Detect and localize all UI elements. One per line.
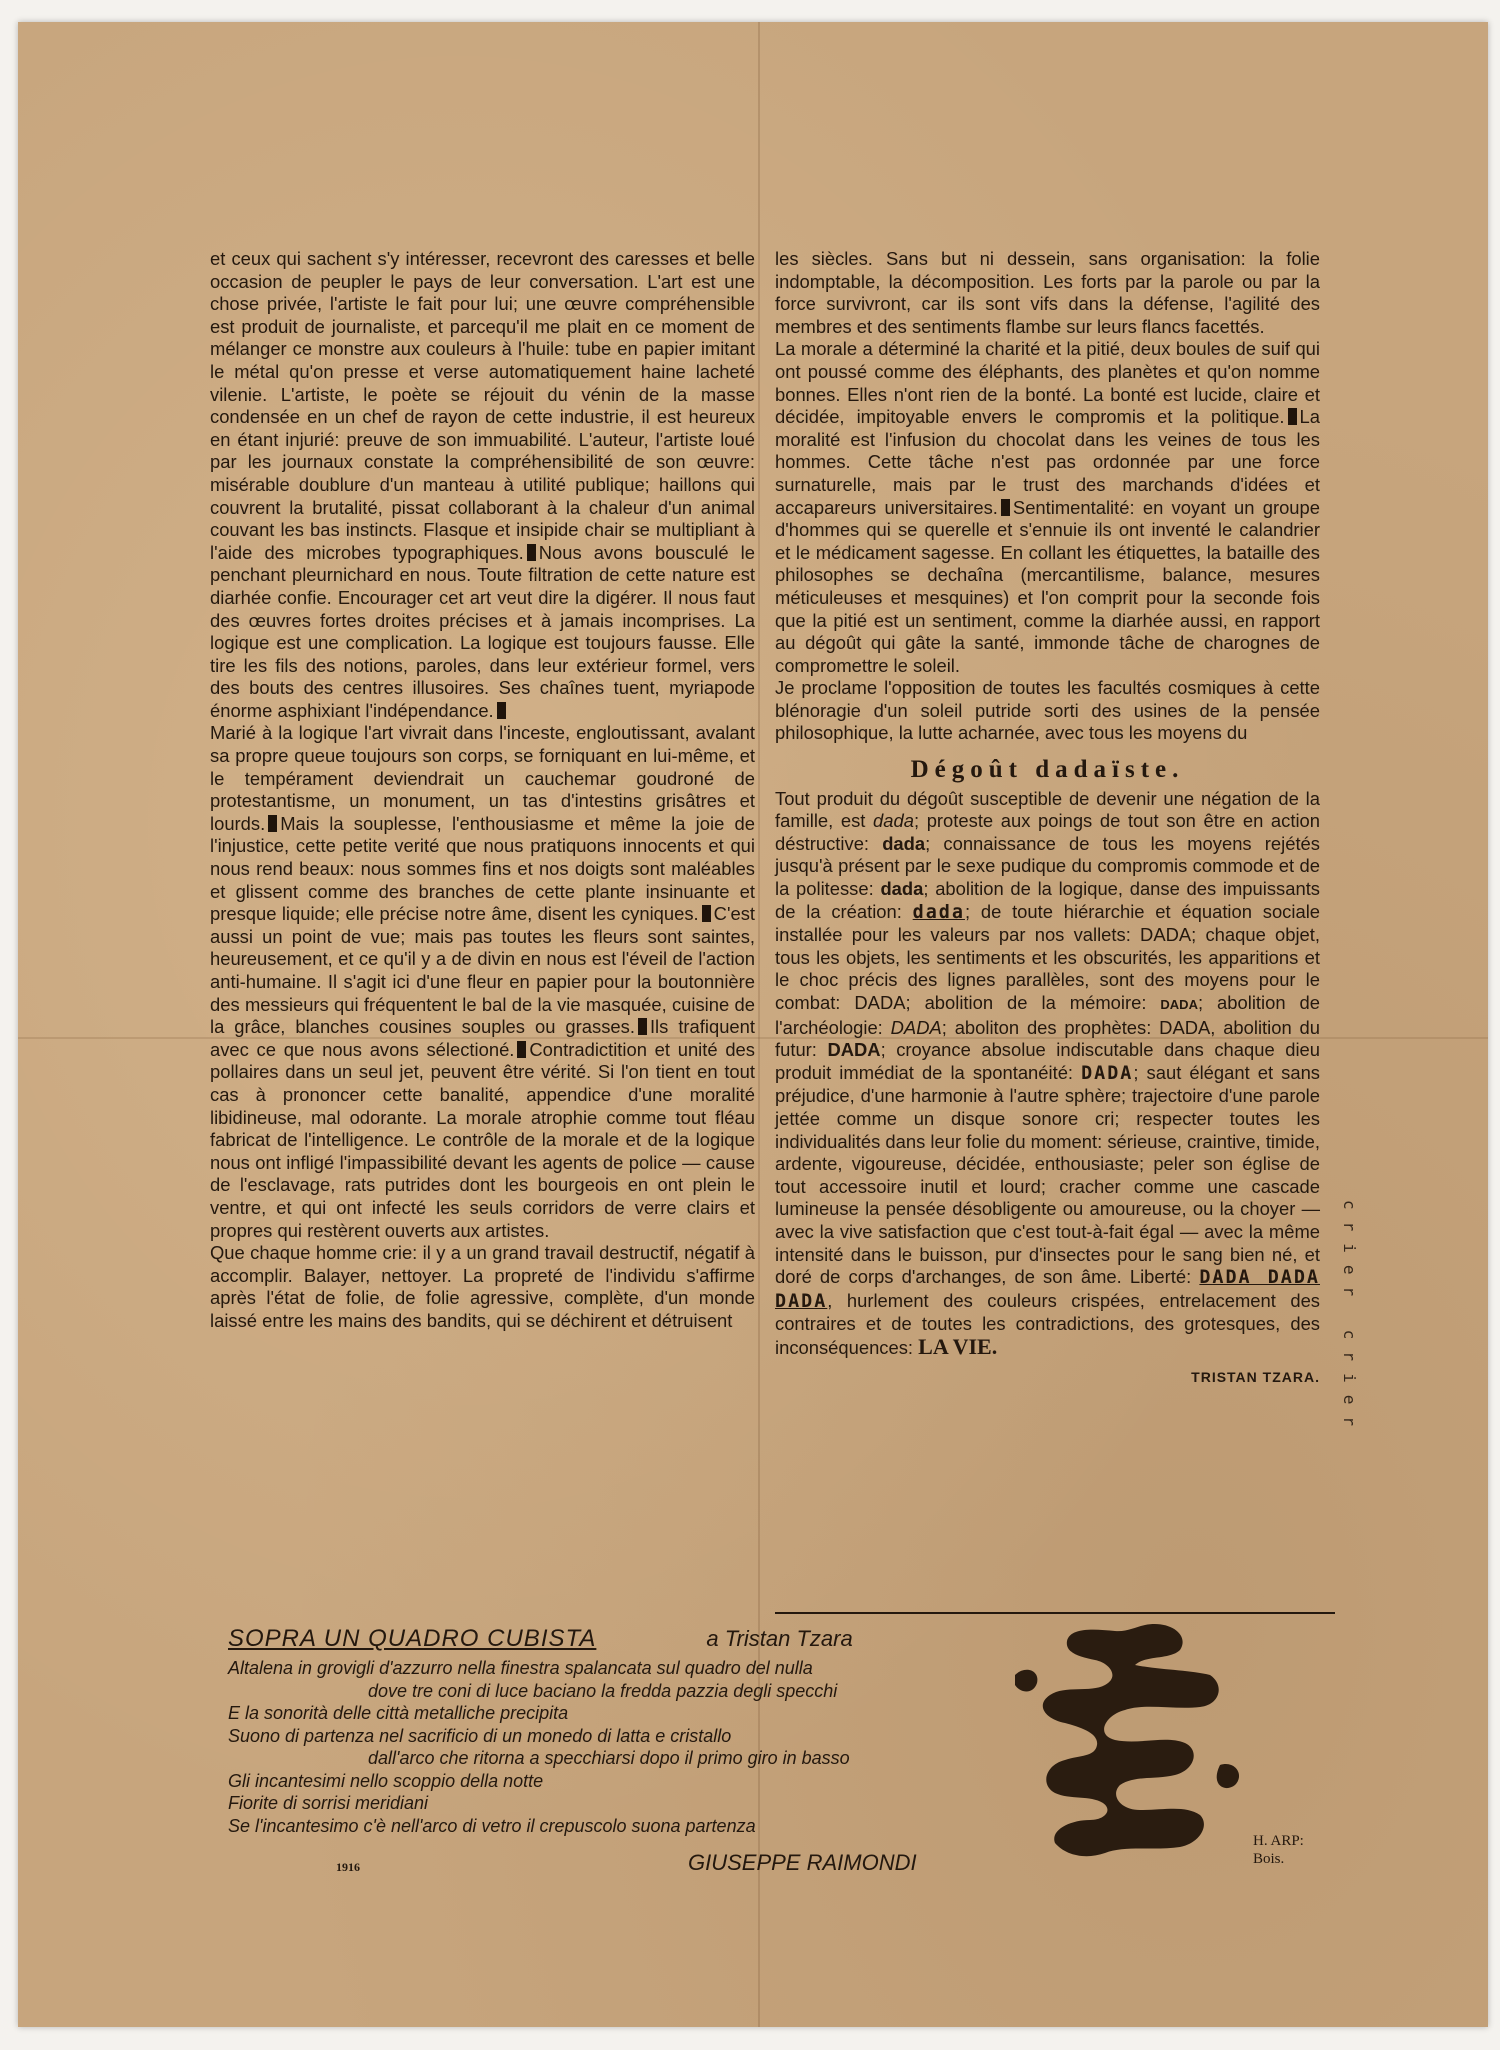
poem-line: E la sonorità delle città metalliche precipita — [228, 1703, 569, 1723]
paragraph: et ceux qui sachent s'y intéresser, recevront des caresses et belle occasion de peupler le pays de leur conversation. L'art est une chose privée, l'artiste le fait pour lui; une œuvre compréhensible est produit de journaliste, et parcequ'il me plait en ce moment de mélanger ce monstre aux couleurs à l'huile: tube en papier imitant le métal qu'on presse et verse automatiquement haine lacheté vilenie. L'artiste, le poète se réjouit du vénin de la masse condensée en un chef de rayon de cette industrie, il est heureux en étant injurié: preuve de son immuabilité. L'auteur, l'artiste loué par les journaux constate la compréhensibilité de son œuvre: misérable doublure d'un manteau à utilité publique; haillons qui couvrent la brutalité, pissat collaborant à la chaleur d'un animal couvant les bas instincts. Flasque et insipide chair se multipliant à l'aide des microbes typographiques. Nous avons bousculé le penchant pleurnichard en nous. Toute filtration de cette nature est diarhée confie. Encourager cet art veut dire la digérer. Il nous faut des œuvres fortes droites précises et à jamais incomprises. La logique est une complication. La logique est toujours fausse. Elle tire les fils des notions, paroles, dans leur extérieur formel, vers des bouts des centres illusoires. Ses chaînes tuent, myriapode énorme asphixiant l'indépendance. — [210, 248, 755, 721]
poem-line: Altalena in grovigli d'azzurro nella finestra spalancata sul quadro del nulla — [228, 1658, 813, 1678]
signature: TRISTAN TZARA. — [1191, 1368, 1320, 1385]
paragraph: Je proclame l'opposition de toutes les facultés cosmiques à cette blénoragie d'un soleil putride sorti des usines de la pensée philosophique, la lutte acharnée, avec tous les moyens du — [775, 677, 1320, 744]
divider-rule — [775, 1612, 1335, 1614]
artwork-caption-line: Bois. — [1253, 1851, 1285, 1867]
poem-line: Gli incantesimi nello scoppio della notte — [228, 1770, 544, 1791]
paragraph: Marié à la logique l'art vivrait dans l'inceste, engloutissant, avalant sa propre queue toujours son corps, se forniquant en lui-même, et le tempérament deviendrait un cauchemar goudroné de protestantisme, un monument, un tas d'intestins grisâtres et lourds. Mais la souplesse, l'enthousiasme et même la joie de l'injustice, cette petite verité que nous pratiquons innocents et qui nous rend beaux: nous sommes fins et nos doigts sont maléables et glissent comme des branches de cette plante insinuante et presque liquide; elle précise notre âme, disent les cyniques. C'est aussi un point de vue; mais pas toutes les fleurs sont saintes, heureusement, et ce qu'il y a de divin en nous est l'éveil de l'action anti-humaine. Il s'agit ici d'une fleur en papier pour la boutonnière des messieurs qui fréquentent le bal de la vie masquée, cuisine de la grâce, blanches cousines souples ou grasses. Ils trafiquent avec ce que nous avons sélectioné. Contradictition et unité des pollaires dans un seul jet, peuvent être vérité. Si l'on tient en tout cas à prononcer cette banalité, appendice d'une moralité libidineuse, mal odorante. La morale atrophie comme tout fléau fabricat de l'intelligence. Le contrôle de la morale et de la logique nous ont infligé l'impassibilité devant les agents de police — cause de l'esclavage, rats putrides dont les bourgeois en ont plein le ventre, et qui ont infecté les seuls corridors de verre clairs et propres qui restèrent ouverts aux artistes. — [210, 722, 755, 1241]
text-column-right — [775, 248, 1320, 1388]
artwork-caption-line: H. ARP: — [1253, 1833, 1304, 1849]
paragraph: La morale a déterminé la charité et la pitié, deux boules de suif qui ont poussé comme des éléphants, des planètes et qu'on nomme bonnes. Elles n'ont rien de la bonté. La bonté est lucide, claire et décidée, impitoyable envers le compromis et la politique. La moralité est l'infusion du chocolat dans les veines de tous les hommes. Cette tâche n'est pas ordonnée par une force surnaturelle, mais par le trust des marchands d'idées et accapareurs universitaires. Sentimentalité: en voyant un groupe d'hommes qui se querelle et s'ennuie ils ont inventé le calandrier et le médicament sagesse. En collant les étiquettes, la bataille des philosophes se dechaîna (mercantilisme, balance, mesures méticuleuses et mesquines) et l'on comprit pour la seconde fois que la pitié est un sentiment, comme la diarhée aussi, en rapport au dégoût qui gâte la santé, immonde tâche de charognes de compromettre le soleil. — [775, 338, 1320, 676]
paragraph: Que chaque homme crie: il y a un grand travail destructif, négatif à accomplir. Balayer, nettoyer. La propreté de l'individu s'affirme après l'état de folie, de folie agressive, complète, d'un monde laissé entre les mains des bandits, qui se déchirent et détruisent — [210, 1242, 755, 1331]
poem-block — [228, 1625, 998, 1875]
poem-header — [228, 1625, 998, 1653]
block-mark — [1288, 408, 1297, 425]
poem-year: 1916 — [336, 1860, 360, 1874]
poem-dedication: a Tristan Tzara — [706, 1626, 853, 1651]
block-mark — [497, 702, 506, 719]
poem-line: dove tre coni di luce baciano la fredda pazzia degli specchi — [368, 1680, 838, 1701]
poem-line: Se l'incantesimo c'è nell'arco di vetro il crepuscolo suona partenza — [228, 1815, 756, 1836]
block-mark — [1001, 499, 1010, 516]
text-column-left — [210, 248, 755, 1333]
poem-author: GIUSEPPE RAIMONDI — [688, 1850, 917, 1875]
poem-line: dall'arco che ritorna a specchiarsi dopo il primo giro in basso — [368, 1748, 850, 1768]
block-mark — [527, 544, 536, 561]
poem-line: Suono di partenza nel sacrificio di un monedo di latta e cristallo — [228, 1725, 732, 1746]
section-heading: Dégoût dadaïste. — [910, 756, 1185, 784]
artwork-caption — [1253, 1832, 1304, 1868]
vertical-side-text: crier crier — [1340, 1200, 1359, 1438]
poem-title: SOPRA UN QUADRO CUBISTA — [228, 1625, 597, 1652]
woodcut-artwork-image — [995, 1615, 1265, 1875]
block-mark — [702, 905, 711, 922]
block-mark — [517, 1041, 526, 1058]
block-mark — [268, 815, 277, 832]
paragraph: les siècles. Sans but ni dessein, sans organisation: la folie indomptable, la décomposition. Les forts par la parole ou par la force survivront, car ils sont vifs dans la défense, l'agilité des membres et des sentiments flambe sur leurs flancs facettés. — [775, 248, 1320, 337]
poem-line: Fiorite di sorrisi meridiani — [228, 1793, 429, 1813]
paragraph-degout: Tout produit du dégoût susceptible de devenir une négation de la famille, est dada; proteste aux poings de tout son être en action déstructive: dada; connaissance de tous les moyens rejétés jusqu'à présent par le sexe pudique du compromis commode et de la politesse: dada; abolition de la logique, danse des impuissants de la création: dada; de toute hiérarchie et équation sociale installée pour les valeurs par nos vallets: DADA; chaque objet, tous les objets, les sentiments et les obscurités, les apparitions et le choc précis des lignes parallèles, sont des moyens pour le combat: DADA; abolition de la mémoire: DADA; abolition de l'archéologie: DADA; aboliton des prophètes: DADA, abolition du futur: DADA; croyance absolue indiscutable dans chaque dieu produit immédiat de la spontanéité: DADA; saut élégant et sans préjudice, d'une harmonie à l'autre sphère; trajectoire d'une parole jettée comme un disque sonore cri; respecter toutes les individualités dans leur folie du moment: sérieuse, craintive, timide, ardente, vigoureuse, décidée, enthousiaste; peler son église de tout accessoire inutil et lourd; cracher comme une cascade lumineuse la pensée désobligente ou amoureuse, ou la choyer — avec la vive satisfaction que c'est tout-à-fait égal — avec la même intensité dans le buisson, pur d'insectes pour le sang bien né, et doré de corps d'archanges, de son âme. Liberté: DADA DADA DADA, hurlement des couleurs crispées, entrelacement des contraires et de toutes les contradictions, des grotesques, des inconséquences: LA VIE. — [775, 787, 1321, 1359]
block-mark — [638, 1018, 647, 1035]
